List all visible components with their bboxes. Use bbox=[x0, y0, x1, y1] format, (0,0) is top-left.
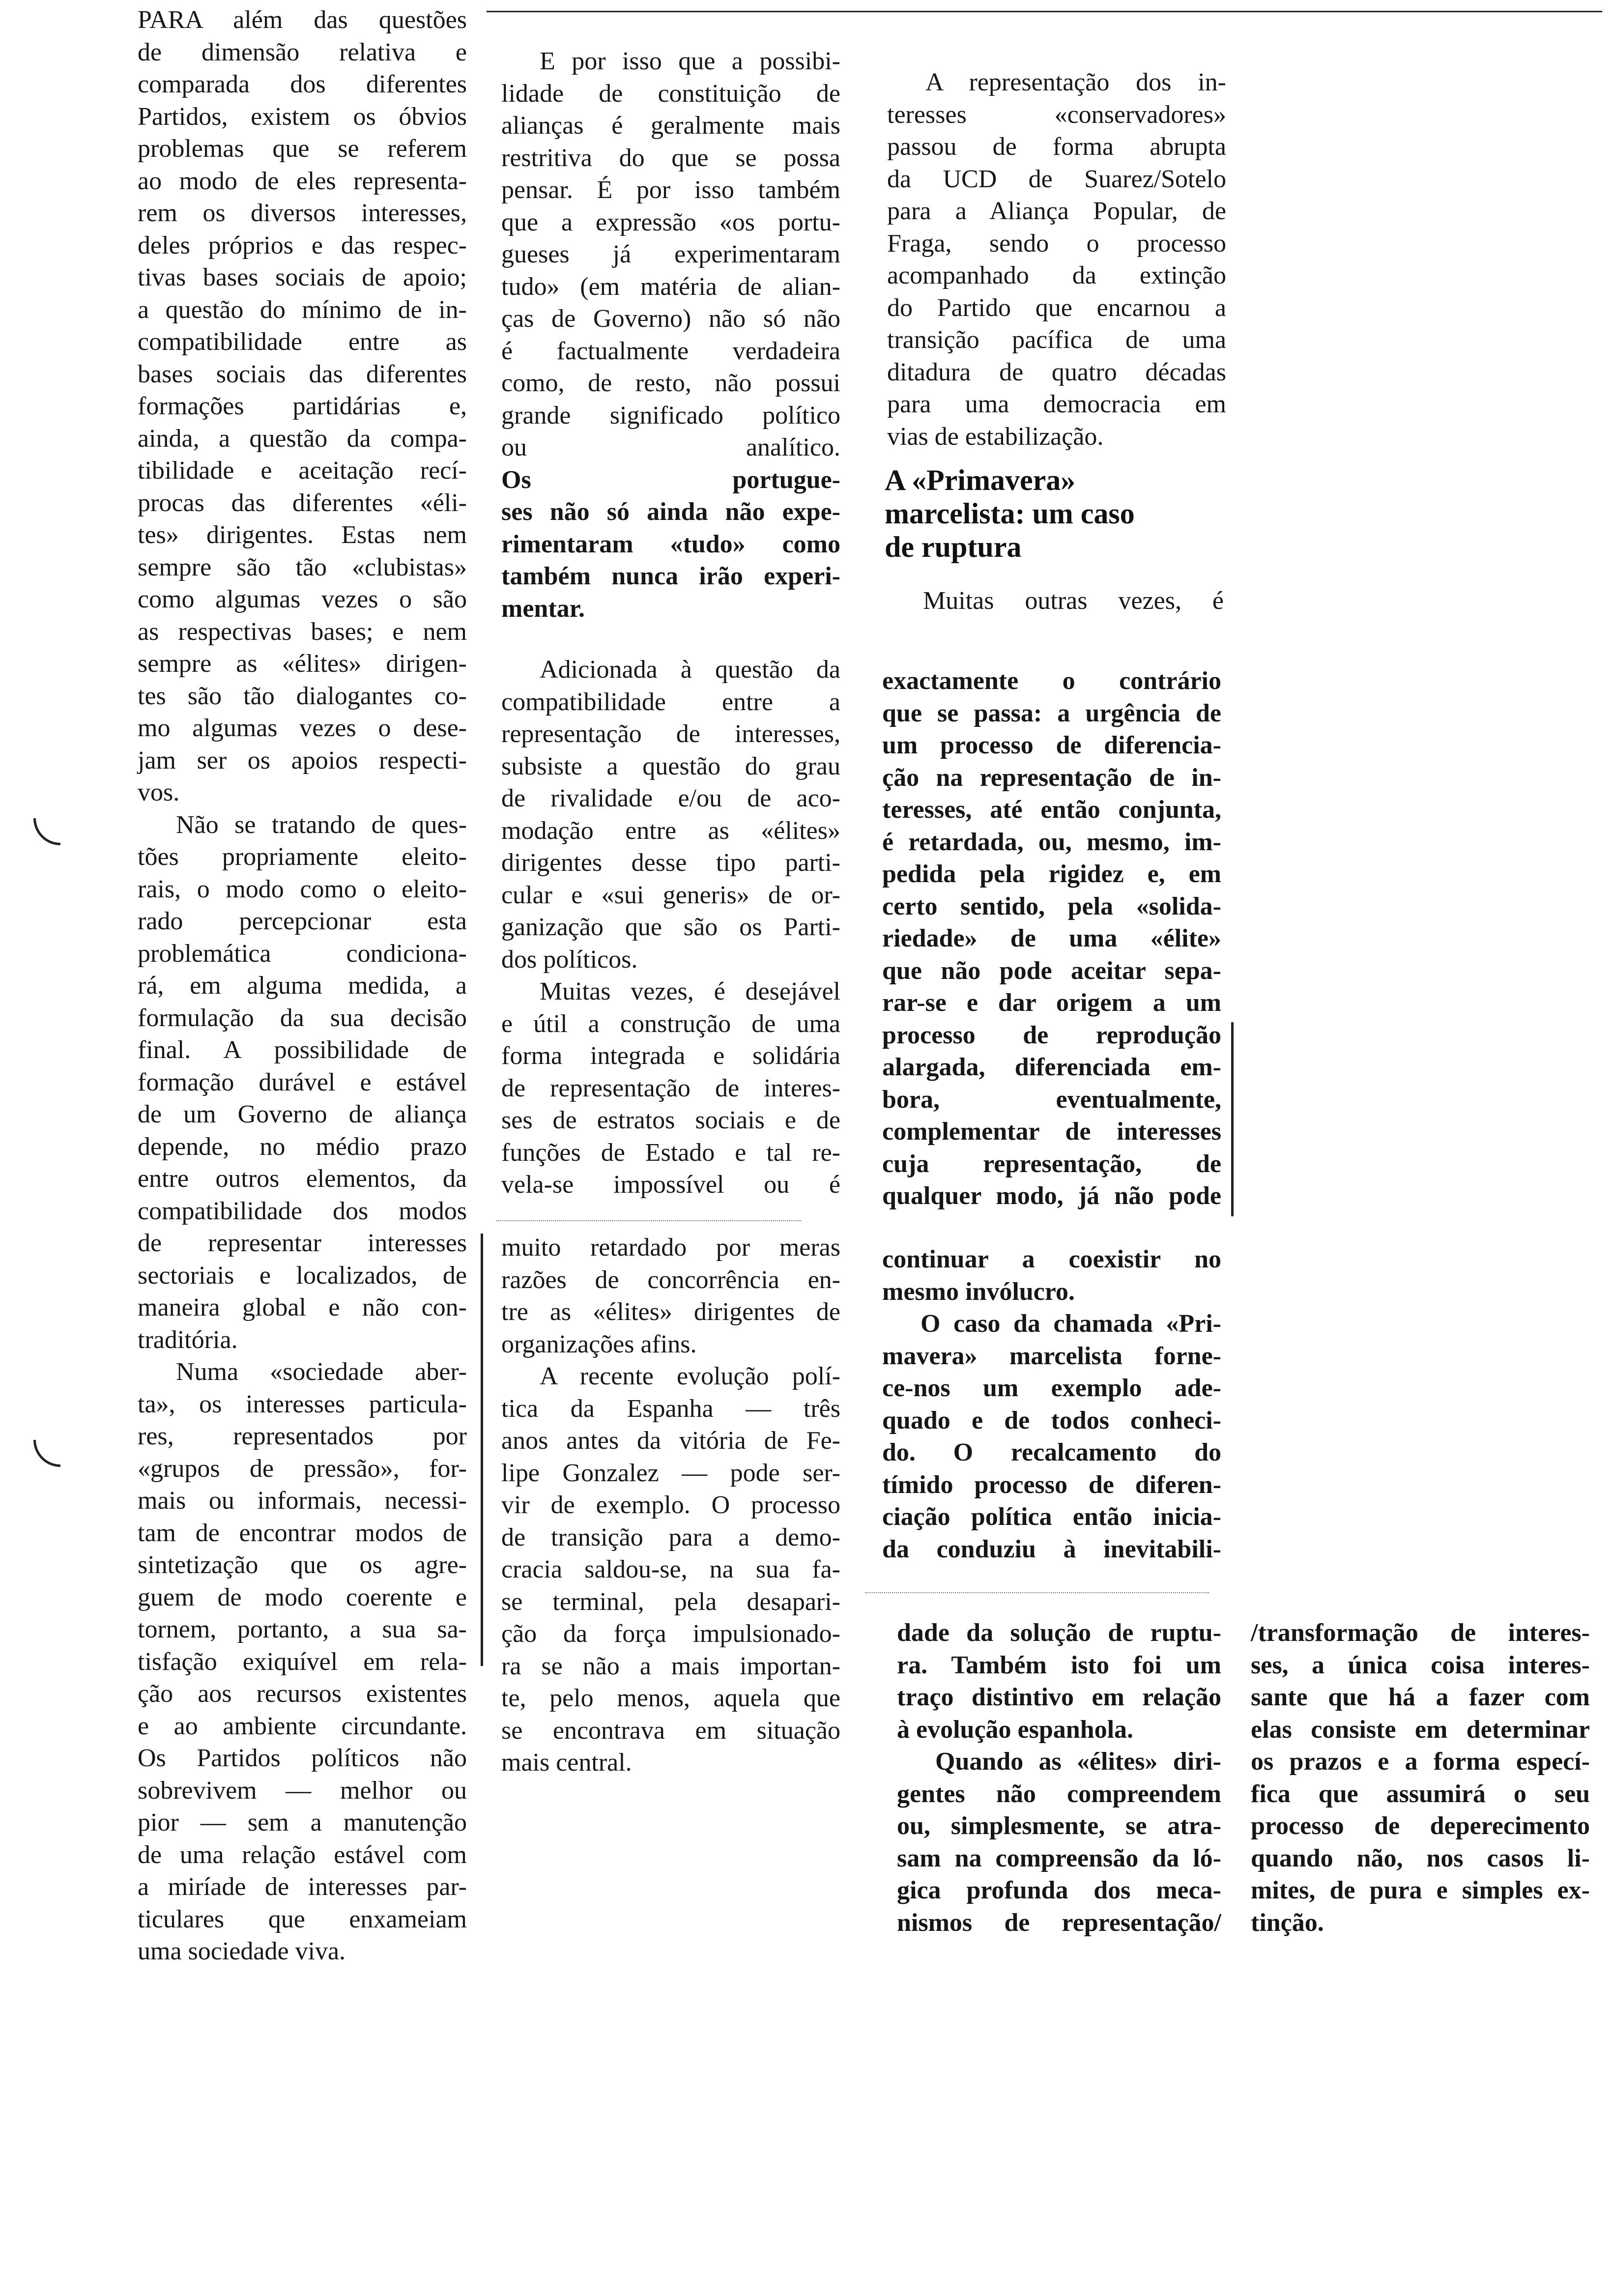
text-line: traço distintivo em relação bbox=[897, 1683, 1221, 1711]
text-line: gueses já experimentaram bbox=[501, 240, 840, 268]
text-line: Os portugue- bbox=[501, 465, 840, 494]
text-line: O caso da chamada «Pri- bbox=[921, 1310, 1221, 1338]
text-line: rá, em alguma medida, a bbox=[138, 972, 467, 1000]
text-line: final. A possibilidade de bbox=[138, 1036, 467, 1064]
text-line: de transição para a demo- bbox=[501, 1523, 840, 1551]
text-line: A representação dos in- bbox=[925, 68, 1226, 96]
text-line: rado percepcionar esta bbox=[138, 907, 467, 935]
article-column-3-after-heading bbox=[885, 585, 1224, 617]
text-line: de representar interesses bbox=[138, 1229, 467, 1257]
text-line: funções de Estado e tal re- bbox=[501, 1138, 840, 1167]
text-line: é retardada, ou, mesmo, im- bbox=[882, 828, 1221, 856]
paragraph bbox=[501, 464, 840, 625]
text-line: os prazos e a forma especí- bbox=[1251, 1748, 1590, 1776]
paragraph bbox=[138, 809, 467, 1356]
column-rule-col2 bbox=[481, 1234, 483, 1666]
text-line: à evolução espanhola. bbox=[897, 1715, 1134, 1744]
text-line: processo de reprodução bbox=[882, 1021, 1221, 1049]
text-line: para uma democracia em bbox=[887, 390, 1226, 418]
text-line: rimentaram «tudo» como bbox=[501, 530, 840, 558]
text-line: deles próprios e das respec- bbox=[138, 231, 467, 259]
article-column-2-top bbox=[501, 45, 840, 625]
text-line: quado e de todos conheci- bbox=[882, 1406, 1221, 1435]
article-column-3-bold-top bbox=[882, 665, 1221, 1212]
text-line: cracia saldou-se, na sua fa- bbox=[501, 1555, 840, 1583]
text-line: A «Primavera» bbox=[885, 464, 1076, 496]
text-line: que se passa: a urgência de bbox=[882, 699, 1221, 727]
text-line: é factualmente verdadeira bbox=[501, 337, 840, 365]
text-line: de rivalidade e/ou de aco- bbox=[501, 784, 840, 812]
paragraph bbox=[501, 654, 840, 976]
text-line: ticulares que enxameiam bbox=[138, 1905, 467, 1933]
text-line: certo sentido, pela «solida- bbox=[882, 892, 1221, 920]
article-column-3-top bbox=[887, 66, 1226, 453]
paragraph bbox=[501, 1360, 840, 1779]
text-line: complementar de interesses bbox=[882, 1118, 1221, 1146]
text-line: transição pacífica de uma bbox=[887, 326, 1226, 354]
paragraph bbox=[501, 976, 840, 1201]
text-line: ganização que são os Parti- bbox=[501, 913, 840, 941]
text-line: ças de Governo) não só não bbox=[501, 305, 840, 333]
text-line: ses de estratos sociais e de bbox=[501, 1106, 840, 1134]
text-line: jam ser os apoios respecti- bbox=[138, 746, 467, 775]
text-line: passou de forma abrupta bbox=[887, 133, 1226, 161]
text-line: ses não só ainda não expe- bbox=[501, 498, 840, 526]
text-line: de dimensão relativa e bbox=[138, 38, 467, 66]
text-line: um processo de diferencia- bbox=[882, 731, 1221, 759]
text-line: se terminal, pela desapari- bbox=[501, 1587, 840, 1616]
text-line: ção aos recursos existentes bbox=[138, 1680, 467, 1708]
text-line: te, pelo menos, aquela que bbox=[501, 1684, 840, 1712]
text-line: Fraga, sendo o processo bbox=[887, 229, 1226, 258]
text-line: a questão do mínimo de in- bbox=[138, 295, 467, 324]
text-line: formação durável e estável bbox=[138, 1068, 467, 1096]
text-line: guem de modo coerente e bbox=[138, 1583, 467, 1611]
article-column-3-bold-bottom bbox=[897, 1617, 1221, 1939]
paragraph bbox=[882, 665, 1221, 1212]
paragraph bbox=[885, 463, 1229, 564]
text-line: e útil a construção de uma bbox=[501, 1009, 840, 1038]
text-line: qualquer modo, já não pode bbox=[882, 1182, 1221, 1210]
text-line: lidade de constituição de bbox=[501, 79, 840, 108]
text-line: tisfação exiquível em rela- bbox=[138, 1647, 467, 1676]
text-line: muito retardado por meras bbox=[501, 1234, 840, 1262]
text-line: tões propriamente eleito- bbox=[138, 843, 467, 871]
margin-mark-top bbox=[33, 818, 60, 845]
text-line: sobrevivem — melhor ou bbox=[138, 1776, 467, 1805]
text-line: mavera» marcelista forne- bbox=[882, 1342, 1221, 1370]
text-line: ciação política então inicia- bbox=[882, 1503, 1221, 1531]
text-line: vos. bbox=[138, 778, 180, 806]
text-line: A recente evolução polí- bbox=[540, 1362, 840, 1390]
text-line: problemática condiciona- bbox=[138, 939, 467, 968]
text-line: Muitas outras vezes, é bbox=[923, 587, 1224, 615]
text-line: Muitas vezes, é desejável bbox=[540, 977, 840, 1005]
paragraph bbox=[882, 1308, 1221, 1565]
text-line: as respectivas bases; e nem bbox=[138, 617, 467, 646]
text-line: como algumas vezes o são bbox=[138, 585, 467, 613]
text-line: bora, eventualmente, bbox=[882, 1085, 1221, 1114]
text-line: de ruptura bbox=[885, 531, 1022, 563]
text-line: de representação de interes- bbox=[501, 1074, 840, 1102]
text-line: teresses «conservadores» bbox=[887, 100, 1226, 129]
text-line: tes são tão dialogantes co- bbox=[138, 682, 467, 710]
text-line: rais, o modo como o eleito- bbox=[138, 875, 467, 903]
text-line: ou, simplesmente, se atra- bbox=[897, 1812, 1221, 1840]
text-line: mais ou informais, necessi- bbox=[138, 1487, 467, 1515]
article-column-4 bbox=[1251, 1617, 1590, 1939]
text-line: nismos de representação/ bbox=[897, 1908, 1221, 1937]
text-line: vir de exemplo. O processo bbox=[501, 1491, 840, 1519]
text-line: alargada, diferenciada em- bbox=[882, 1053, 1221, 1081]
text-line: rem os diversos interesses, bbox=[138, 199, 467, 227]
text-line: depende, no médio prazo bbox=[138, 1132, 467, 1161]
text-line: E por isso que a possibi- bbox=[540, 47, 840, 75]
text-line: cular e «sui generis» de or- bbox=[501, 881, 840, 909]
text-line: acompanhado da extinção bbox=[887, 261, 1226, 289]
text-line: lipe Gonzalez — pode ser- bbox=[501, 1459, 840, 1487]
text-line: ao modo de eles representa- bbox=[138, 167, 467, 195]
text-line: teresses, até então conjunta, bbox=[882, 796, 1221, 824]
text-line: vias de estabilização. bbox=[887, 422, 1104, 451]
text-line: ra. Também isto foi um bbox=[897, 1651, 1221, 1679]
text-line: elas consiste em determinar bbox=[1251, 1715, 1590, 1744]
text-line: traditória. bbox=[138, 1325, 238, 1354]
text-line: dos políticos. bbox=[501, 945, 638, 974]
text-line: Quando as «élites» diri- bbox=[935, 1748, 1221, 1776]
article-column-3-bold-middle bbox=[882, 1243, 1221, 1565]
text-line: tinção. bbox=[1251, 1908, 1324, 1937]
text-line: fica que assumirá o seu bbox=[1251, 1779, 1590, 1808]
text-line: tudo» (em matéria de alian- bbox=[501, 272, 840, 301]
text-line: representação de interesses, bbox=[501, 720, 840, 748]
text-line: forma integrada e solidária bbox=[501, 1042, 840, 1070]
text-line: compatibilidade entre as bbox=[138, 328, 467, 356]
text-line: /transformação de interes- bbox=[1251, 1619, 1590, 1647]
text-line: dade da solução de ruptu- bbox=[897, 1619, 1221, 1647]
text-line: compatibilidade entre a bbox=[501, 688, 840, 716]
text-line: exactamente o contrário bbox=[882, 667, 1221, 695]
text-line: vela-se impossível ou é bbox=[501, 1171, 840, 1199]
text-line: cuja representação, de bbox=[882, 1149, 1221, 1178]
text-line: comparada dos diferentes bbox=[138, 70, 467, 98]
text-line: sam na compreensão da ló- bbox=[897, 1844, 1221, 1872]
text-line: sempre as «élites» dirigen- bbox=[138, 650, 467, 678]
text-line: problemas que se referem bbox=[138, 135, 467, 163]
text-line: dirigentes desse tipo parti- bbox=[501, 849, 840, 877]
text-line: para a Aliança Popular, de bbox=[887, 197, 1226, 225]
text-line: marcelista: um caso bbox=[885, 497, 1135, 530]
text-line: que não pode aceitar sepa- bbox=[882, 956, 1221, 985]
text-line: tica da Espanha — três bbox=[501, 1394, 840, 1423]
text-line: ses, a única coisa interes- bbox=[1251, 1651, 1590, 1679]
text-line: modação entre as «élites» bbox=[501, 816, 840, 845]
text-line: tivas bases sociais de apoio; bbox=[138, 263, 467, 291]
paragraph bbox=[501, 1232, 840, 1360]
text-line: ce-nos um exemplo ade- bbox=[882, 1374, 1221, 1402]
text-line: mo algumas vezes o dese- bbox=[138, 714, 467, 742]
article-column-2-bottom bbox=[501, 1232, 840, 1779]
text-line: da UCD de Suarez/Sotelo bbox=[887, 165, 1226, 193]
text-line: também nunca irão experi- bbox=[501, 562, 840, 590]
text-line: quando não, nos casos li- bbox=[1251, 1844, 1590, 1872]
scan-smudge-col3 bbox=[865, 1592, 1209, 1593]
text-line: que a expressão «os portu- bbox=[501, 208, 840, 236]
text-line: pedida pela rigidez e, em bbox=[882, 860, 1221, 888]
text-line: processo de deperecimento bbox=[1251, 1812, 1590, 1840]
text-line: se encontrava em situação bbox=[501, 1716, 840, 1745]
text-line: restritiva do que se possa bbox=[501, 144, 840, 172]
text-line: ditadura de quatro décadas bbox=[887, 358, 1226, 386]
text-line: ção da força impulsionado- bbox=[501, 1620, 840, 1648]
article-column-1 bbox=[138, 4, 467, 1968]
text-line: ta», os interesses particula- bbox=[138, 1390, 467, 1418]
text-line: sante que há a fazer com bbox=[1251, 1683, 1590, 1711]
paragraph bbox=[138, 4, 467, 809]
text-line: pensar. É por isso também bbox=[501, 176, 840, 204]
text-line: maneira global e não con- bbox=[138, 1293, 467, 1321]
text-line: subsiste a questão do grau bbox=[501, 752, 840, 780]
paragraph bbox=[138, 1356, 467, 1968]
text-line: alianças é geralmente mais bbox=[501, 112, 840, 140]
text-line: Os Partidos políticos não bbox=[138, 1744, 467, 1772]
text-line: bases sociais das diferentes bbox=[138, 360, 467, 388]
text-line: sectoriais e localizados, de bbox=[138, 1261, 467, 1290]
text-line: de um Governo de aliança bbox=[138, 1100, 467, 1128]
text-line: ra se não a mais importan- bbox=[501, 1652, 840, 1680]
paragraph bbox=[887, 66, 1226, 453]
text-line: tibilidade e aceitação recí- bbox=[138, 457, 467, 485]
paragraph bbox=[882, 1243, 1221, 1308]
text-line: do. O recalcamento do bbox=[882, 1438, 1221, 1466]
paragraph bbox=[1251, 1617, 1590, 1939]
text-line: gica profunda dos meca- bbox=[897, 1876, 1221, 1904]
text-line: uma sociedade viva. bbox=[138, 1937, 346, 1965]
text-line: Numa «sociedade aber- bbox=[176, 1358, 467, 1386]
text-line: procas das diferentes «éli- bbox=[138, 488, 467, 517]
text-line: Partidos, existem os óbvios bbox=[138, 102, 467, 131]
scan-smudge-col2 bbox=[496, 1220, 801, 1221]
text-line: razões de concorrência en- bbox=[501, 1265, 840, 1294]
text-line: Adicionada à questão da bbox=[540, 656, 840, 684]
text-line: ainda, a questão da compa- bbox=[138, 424, 467, 453]
text-line: mentar. bbox=[501, 594, 585, 623]
text-line: entre outros elementos, da bbox=[138, 1165, 467, 1193]
text-line: sempre são tão «clubistas» bbox=[138, 553, 467, 581]
text-line: formações partidárias e, bbox=[138, 392, 467, 420]
text-line: compatibilidade dos modos bbox=[138, 1197, 467, 1225]
text-line: continuar a coexistir no bbox=[882, 1245, 1221, 1273]
text-line: da conduziu à inevitabili- bbox=[882, 1535, 1221, 1563]
margin-mark-bottom bbox=[33, 1440, 60, 1467]
paragraph bbox=[501, 45, 840, 464]
text-line: tímido processo de diferen- bbox=[882, 1470, 1221, 1499]
column-rule-col3 bbox=[1231, 1022, 1234, 1216]
text-line: ção na representação de in- bbox=[882, 763, 1221, 792]
text-line: grande significado político bbox=[501, 401, 840, 430]
text-line: pior — sem a manutenção bbox=[138, 1808, 467, 1837]
text-line: como, de resto, não possui bbox=[501, 369, 840, 397]
text-line: res, representados por bbox=[138, 1422, 467, 1450]
paragraph bbox=[897, 1746, 1221, 1939]
text-line: tes» dirigentes. Estas nem bbox=[138, 521, 467, 549]
top-rule bbox=[487, 11, 1602, 12]
text-line: a miríade de interesses par- bbox=[138, 1873, 467, 1901]
text-line: PARA além das questões bbox=[138, 6, 467, 34]
text-line: tornem, portanto, a sua sa- bbox=[138, 1615, 467, 1643]
article-column-2-middle bbox=[501, 654, 840, 1201]
text-line: e ao ambiente circundante. bbox=[138, 1712, 467, 1740]
text-line: mais central. bbox=[501, 1749, 632, 1777]
text-line: mites, de pura e simples ex- bbox=[1251, 1876, 1590, 1904]
section-heading bbox=[885, 463, 1229, 564]
text-line: Não se tratando de ques- bbox=[176, 810, 467, 839]
text-line: tam de encontrar modos de bbox=[138, 1519, 467, 1547]
text-line: sintetização que os agre- bbox=[138, 1551, 467, 1579]
text-line: tre as «élites» dirigentes de bbox=[501, 1298, 840, 1326]
text-line: rar-se e dar origem a um bbox=[882, 989, 1221, 1017]
text-line: gentes não compreendem bbox=[897, 1779, 1221, 1808]
text-line: mesmo invólucro. bbox=[882, 1277, 1075, 1306]
text-line: organizações afins. bbox=[501, 1330, 697, 1358]
text-line: de uma relação estável com bbox=[138, 1840, 467, 1869]
paragraph bbox=[885, 585, 1224, 617]
text-line: formulação da sua decisão bbox=[138, 1004, 467, 1032]
text-line: anos antes da vitória de Fe- bbox=[501, 1427, 840, 1455]
text-line: «grupos de pressão», for- bbox=[138, 1454, 467, 1483]
text-line: riedade» de uma «élite» bbox=[882, 924, 1221, 952]
paragraph bbox=[897, 1617, 1221, 1746]
text-line: do Partido que encarnou a bbox=[887, 293, 1226, 322]
text-line: ou analítico. bbox=[501, 433, 840, 461]
